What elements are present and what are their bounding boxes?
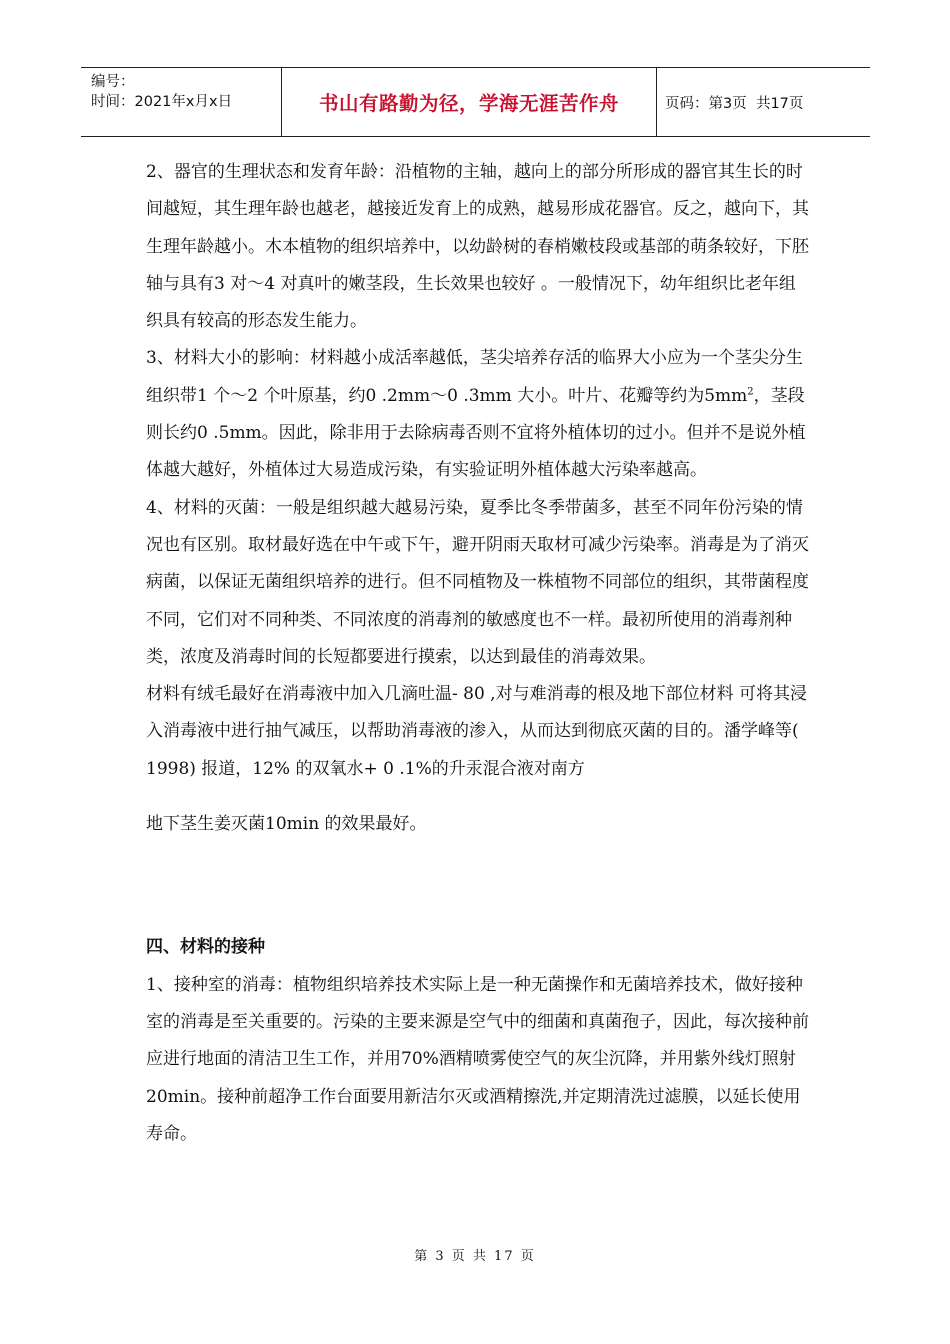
paragraph-fuzz-material: 材料有绒毛最好在消毒液中加入几滴吐温- 80 ,对与难消毒的根及地下部位材料 可将其浸入消毒液中进行抽气减压，以帮助消毒液的渗入，从而达到彻底灭菌的目的。潘学峰等( 1998) 报道，12% 的双氧水+ 0 .1%的升汞混合液对南方 — [146, 684, 807, 779]
material-size-part2: ，茎段则长约0 .5mm。因此，除非用于去除病毒否则不宜将外植体切的过小。但并不是说外植体越大越好，外植体过大易造成污染，有实验证明外植体越大污染率越高。 — [146, 385, 806, 481]
page-header — [81, 67, 870, 137]
header-page-info — [657, 68, 870, 136]
paragraph-material-size — [146, 340, 811, 489]
document-body — [146, 154, 811, 1153]
code-label: 编号： — [91, 74, 135, 90]
paragraph-organ-age: 2、器官的生理状态和发育年龄：沿植物的主轴，越向上的部分所形成的器官其生长的时间越短，其生理年龄也越老，越接近发育上的成熟，越易形成花器官。反之，越向下，其生理年龄越小。木本植物的组织培养中，以幼龄树的春梢嫩枝段或基部的萌条较好，下胚轴与具有3 对～4 对真叶的嫩茎段，生长效果也较好 。一般情况下，幼年组织比老年组织具有较高的形态发生能力。 — [146, 162, 809, 332]
paragraph-sterilization: 4、材料的灭菌：一般是组织越大越易污染，夏季比冬季带菌多，甚至不同年份污染的情况也有区别。取材最好选在中午或下午，避开阴雨天取材可减少污染率。消毒是为了消灭病菌，以保证无菌组织培养的进行。但不同植物及一株植物不同部位的组织，其带菌程度不同，它们对不同种类、不同浓度的消毒剂的敏感度也不一样。最初所使用的消毒剂种类，浓度及消毒时间的长短都要进行摸索，以达到最佳的消毒效果。 — [146, 497, 809, 667]
paragraph-ginger: 地下茎生姜灭菌10min 的效果最好。 — [146, 814, 427, 835]
section-heading-inoculation: 四、材料的接种 — [146, 937, 265, 958]
header-motto: 书山有路勤为径，学海无涯苦作舟 — [282, 68, 657, 136]
time-label: 时间：2021年x月x日 — [91, 94, 233, 110]
superscript-2: 2 — [747, 386, 754, 398]
page-footer: 第 3 页 共 17 页 — [414, 1249, 536, 1264]
paragraph-room-disinfection: 1、接种室的消毒：植物组织培养技术实际上是一种无菌操作和无菌培养技术，做好接种室的消毒是至关重要的。污染的主要来源是空气中的细菌和真菌孢子，因此，每次接种前应进行地面的清洁卫生工作，并用70%酒精喷雾使空气的灰尘沉降，并用紫外线灯照射20min。接种前超净工作台面要用新洁尔灭或酒精擦洗,并定期清洗过滤膜，以延长使用寿命。 — [146, 974, 809, 1144]
header-meta — [81, 68, 282, 136]
material-size-part1: 3、材料大小的影响：材料越小成活率越低，茎尖培养存活的临界大小应为一个茎尖分生组织带1 个～2 个叶原基，约0 .2mm～0 .3mm 大小。叶片、花瓣等约为5mm — [146, 348, 803, 406]
page-info-text: 页码：第3页 共17页 — [665, 95, 804, 112]
